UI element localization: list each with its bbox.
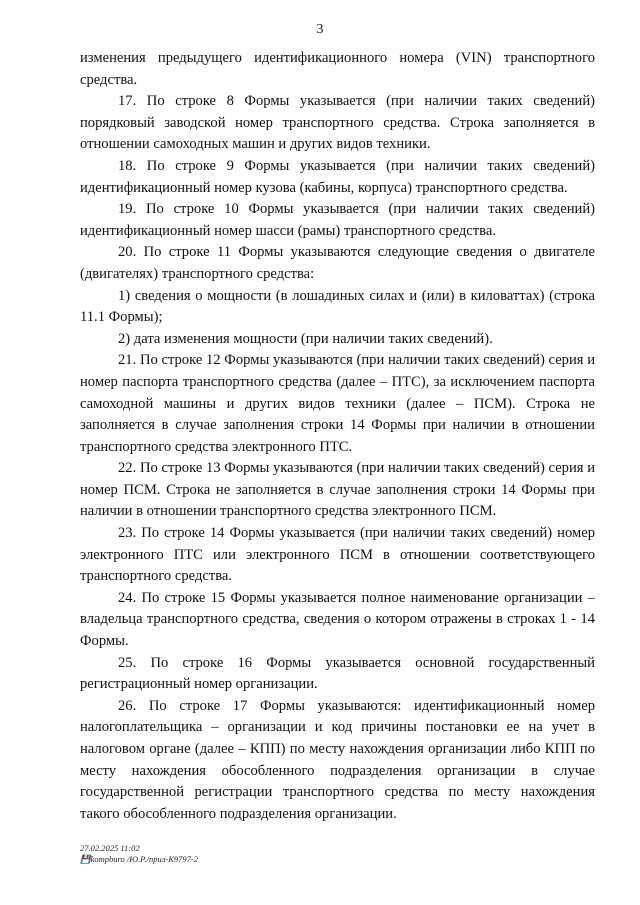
paragraph: 25. По строке 16 Формы указывается основной государственный регистрационный номер организации. [80,654,595,693]
paragraph: 22. По строке 13 Формы указываются (при наличии таких сведений) серия и номер ПСМ. Строка не заполняется в случае заполнения строки 14 Формы при наличии в отношении транспортного средства электронного ПСМ. [80,460,595,520]
file-icon: 💾 [80,854,91,864]
paragraph: 17. По строке 8 Формы указывается (при наличии таких сведений) порядковый заводской номер транспортного средства. Строка заполняется в отношении самоходных машин и других видов техники. [80,93,595,153]
paragraph: 2) дата изменения мощности (при наличии таких сведений). [118,330,493,347]
paragraph: 20. По строке 11 Формы указываются следующие сведения о двигателе (двигателях) транспортного средства: [80,244,595,282]
paragraph: 19. По строке 10 Формы указывается (при наличии таких сведений) идентификационный номер шасси (рамы) транспортного средства. [80,201,595,239]
paragraph: 18. По строке 9 Формы указывается (при наличии таких сведений) идентификационный номер кузова (кабины, корпуса) транспортного средства. [80,157,595,196]
paragraph: изменения предыдущего идентификационного номера (VIN) транспортного средства. [80,50,595,88]
paragraph: 21. По строке 12 Формы указываются (при наличии таких сведений) серия и номер паспорта транспортного средства (далее – ПТС), за исключением паспорта самоходной машины и других видов техники (далее – ПСМ). Строка не заполняется в случае заполнения строки 14 Формы при наличии в отношении транспортного средства электронного ПТС. [80,352,595,455]
page-number: 3 [316,22,324,37]
footer [80,843,198,865]
footer-path [80,854,198,865]
paragraph: 24. По строке 15 Формы указывается полное наименование организации – владельца транспортного средства, сведения о котором отражены в строках 1 - 14 Формы. [80,589,595,650]
paragraph: 23. По строке 14 Формы указывается (при наличии таких сведений) номер электронного ПТС или электронного ПСМ в отношении соответствующего транспортного средства. [80,525,595,585]
paragraph: 26. По строке 17 Формы указываются: идентификационный номер налогоплательщика – организации и код причины постановки ее на учет в налоговом органе (далее – КПП) по месту нахождения организации либо КПП по месту нахождения обособленного подразделения организации в случае государственной регистрации транспортного средства по месту нахождения такого обособленного подразделения организации. [80,697,595,822]
footer-date: 27.02.2025 11:02 [80,843,140,853]
paragraph: 1) сведения о мощности (в лошадиных силах и (или) в киловаттах) (строка 11.1 Формы); [80,287,595,326]
footer-path-text: kompburo /Ю.Р./прил-К9797-2 [90,854,198,864]
document-body [80,48,595,825]
